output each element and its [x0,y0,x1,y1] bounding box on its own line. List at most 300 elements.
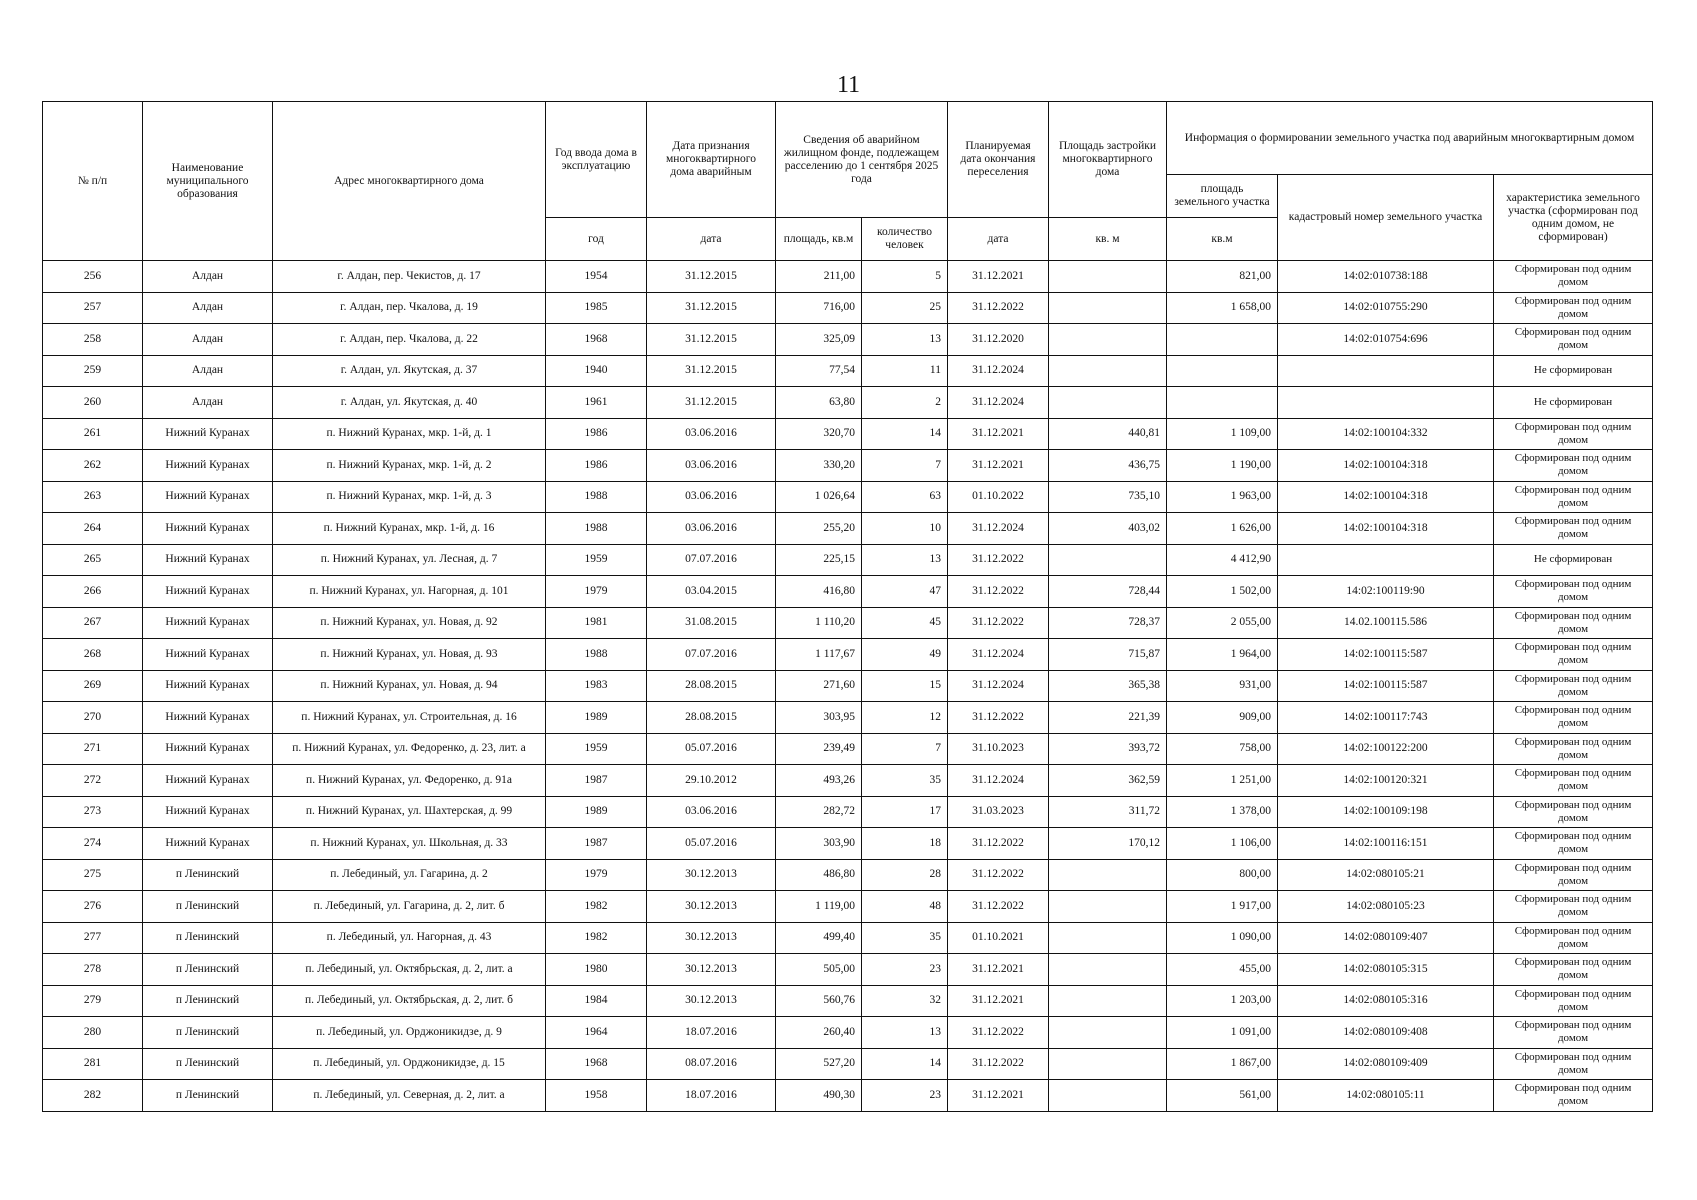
planned-date-cell: 31.12.2022 [948,1017,1049,1049]
year-cell: 1959 [546,544,647,576]
row-number: 260 [43,387,143,419]
building-area-cell [1049,891,1167,923]
land-area-cell: 1 378,00 [1167,796,1278,828]
people-cell: 25 [862,292,948,324]
cadastral-cell: 14:02:100109:198 [1278,796,1494,828]
land-status-cell: Не сформирован [1494,387,1653,419]
cadastral-cell: 14:02:100119:90 [1278,576,1494,608]
year-cell: 1985 [546,292,647,324]
land-area-cell: 1 251,00 [1167,765,1278,797]
planned-date-cell: 31.12.2024 [948,639,1049,671]
land-area-cell: 1 106,00 [1167,828,1278,860]
people-cell: 15 [862,670,948,702]
recognition-date-cell: 30.12.2013 [647,985,776,1017]
area-cell: 282,72 [776,796,862,828]
municipality-cell: Нижний Куранах [143,576,273,608]
year-cell: 1988 [546,513,647,545]
address-cell: п. Нижний Куранах, ул. Новая, д. 94 [273,670,546,702]
people-cell: 35 [862,765,948,797]
municipality-cell: Алдан [143,324,273,356]
planned-date-cell: 31.12.2022 [948,544,1049,576]
address-cell: п. Лебединый, ул. Нагорная, д. 43 [273,922,546,954]
area-cell: 211,00 [776,261,862,293]
building-area-cell: 403,02 [1049,513,1167,545]
table-row [43,418,1653,450]
table-row [43,355,1653,387]
people-cell: 35 [862,922,948,954]
year-cell: 1961 [546,387,647,419]
municipality-cell: Нижний Куранах [143,481,273,513]
building-area-cell: 715,87 [1049,639,1167,671]
people-cell: 45 [862,607,948,639]
table-row [43,859,1653,891]
land-status-cell: Сформирован под одним домом [1494,261,1653,293]
year-cell: 1982 [546,891,647,923]
cadastral-cell: 14:02:010738:188 [1278,261,1494,293]
cadastral-cell: 14:02:100116:151 [1278,828,1494,860]
cadastral-cell: 14:02:100104:332 [1278,418,1494,450]
year-cell: 1982 [546,922,647,954]
cadastral-cell: 14:02:080105:21 [1278,859,1494,891]
table-row [43,450,1653,482]
year-cell: 1986 [546,450,647,482]
header-unit-sqm-land: кв.м [1167,218,1278,261]
planned-date-cell: 31.12.2024 [948,355,1049,387]
land-area-cell: 2 055,00 [1167,607,1278,639]
municipality-cell: Нижний Куранах [143,607,273,639]
land-area-cell: 758,00 [1167,733,1278,765]
people-cell: 32 [862,985,948,1017]
land-area-cell: 1 203,00 [1167,985,1278,1017]
year-cell: 1988 [546,639,647,671]
header-recognition-date: Дата признания многоквартирного дома аварийным [647,102,776,218]
cadastral-cell: 14:02:080105:315 [1278,954,1494,986]
people-cell: 7 [862,450,948,482]
area-cell: 77,54 [776,355,862,387]
row-number: 259 [43,355,143,387]
recognition-date-cell: 18.07.2016 [647,1017,776,1049]
table-row [43,1080,1653,1112]
people-cell: 14 [862,1048,948,1080]
area-cell: 1 110,20 [776,607,862,639]
municipality-cell: Алдан [143,292,273,324]
land-status-cell: Сформирован под одним домом [1494,418,1653,450]
planned-date-cell: 31.12.2021 [948,954,1049,986]
building-area-cell [1049,1017,1167,1049]
year-cell: 1984 [546,985,647,1017]
area-cell: 716,00 [776,292,862,324]
area-cell: 1 119,00 [776,891,862,923]
municipality-cell: п Ленинский [143,1017,273,1049]
table-row [43,544,1653,576]
building-area-cell: 311,72 [1049,796,1167,828]
land-status-cell: Сформирован под одним домом [1494,292,1653,324]
building-area-cell [1049,954,1167,986]
building-area-cell: 221,39 [1049,702,1167,734]
area-cell: 225,15 [776,544,862,576]
cadastral-cell: 14:02:100104:318 [1278,481,1494,513]
address-cell: г. Алдан, ул. Якутская, д. 40 [273,387,546,419]
row-number: 281 [43,1048,143,1080]
land-status-cell: Не сформирован [1494,355,1653,387]
year-cell: 1964 [546,1017,647,1049]
municipality-cell: Нижний Куранах [143,733,273,765]
planned-date-cell: 31.12.2022 [948,702,1049,734]
recognition-date-cell: 07.07.2016 [647,544,776,576]
recognition-date-cell: 28.08.2015 [647,670,776,702]
planned-date-cell: 31.12.2020 [948,324,1049,356]
municipality-cell: п Ленинский [143,891,273,923]
people-cell: 5 [862,261,948,293]
people-cell: 48 [862,891,948,923]
row-number: 277 [43,922,143,954]
row-number: 280 [43,1017,143,1049]
table-row [43,765,1653,797]
table-row [43,954,1653,986]
table-row [43,733,1653,765]
planned-date-cell: 31.12.2024 [948,765,1049,797]
table-row [43,891,1653,923]
land-status-cell: Сформирован под одним домом [1494,481,1653,513]
municipality-cell: Алдан [143,261,273,293]
row-number: 264 [43,513,143,545]
page-number: 11 [836,72,861,98]
area-cell: 560,76 [776,985,862,1017]
header-building-area: Площадь застройки многоквартирного дома [1049,102,1167,218]
municipality-cell: п Ленинский [143,859,273,891]
cadastral-cell: 14:02:080105:11 [1278,1080,1494,1112]
address-cell: п. Нижний Куранах, мкр. 1-й, д. 1 [273,418,546,450]
recognition-date-cell: 31.12.2015 [647,355,776,387]
land-status-cell: Сформирован под одним домом [1494,639,1653,671]
people-cell: 13 [862,544,948,576]
land-status-cell: Сформирован под одним домом [1494,607,1653,639]
cadastral-cell: 14:02:080109:407 [1278,922,1494,954]
land-area-cell: 455,00 [1167,954,1278,986]
municipality-cell: Нижний Куранах [143,450,273,482]
area-cell: 63,80 [776,387,862,419]
land-area-cell: 4 412,90 [1167,544,1278,576]
land-status-cell: Сформирован под одним домом [1494,576,1653,608]
municipality-cell: Нижний Куранах [143,765,273,797]
planned-date-cell: 01.10.2022 [948,481,1049,513]
row-number: 275 [43,859,143,891]
year-cell: 1958 [546,1080,647,1112]
row-number: 268 [43,639,143,671]
municipality-cell: п Ленинский [143,1080,273,1112]
address-cell: п. Лебединый, ул. Октябрьская, д. 2, лит. а [273,954,546,986]
address-cell: г. Алдан, пер. Чкалова, д. 19 [273,292,546,324]
table-row [43,828,1653,860]
cadastral-cell: 14:02:100104:318 [1278,450,1494,482]
address-cell: п. Лебединый, ул. Октябрьская, д. 2, лит. б [273,985,546,1017]
header-emergency-fund: Сведения об аварийном жилищном фонде, подлежащем расселению до 1 сентября 2025 года [776,102,948,218]
cadastral-cell: 14.02.100115.586 [1278,607,1494,639]
land-area-cell: 1 963,00 [1167,481,1278,513]
land-status-cell: Сформирован под одним домом [1494,859,1653,891]
year-cell: 1987 [546,765,647,797]
table-row [43,796,1653,828]
area-cell: 1 117,67 [776,639,862,671]
land-status-cell: Сформирован под одним домом [1494,828,1653,860]
building-area-cell: 365,38 [1049,670,1167,702]
land-area-cell: 561,00 [1167,1080,1278,1112]
building-area-cell: 440,81 [1049,418,1167,450]
table-row [43,576,1653,608]
address-cell: п. Нижний Куранах, ул. Шахтерская, д. 99 [273,796,546,828]
table-row [43,481,1653,513]
table-row [43,639,1653,671]
planned-date-cell: 31.12.2022 [948,1048,1049,1080]
land-status-cell: Сформирован под одним домом [1494,891,1653,923]
area-cell: 260,40 [776,1017,862,1049]
planned-date-cell: 01.10.2021 [948,922,1049,954]
row-number: 269 [43,670,143,702]
land-area-cell: 909,00 [1167,702,1278,734]
people-cell: 23 [862,954,948,986]
recognition-date-cell: 31.12.2015 [647,387,776,419]
building-area-cell [1049,1080,1167,1112]
land-status-cell: Сформирован под одним домом [1494,922,1653,954]
land-area-cell: 800,00 [1167,859,1278,891]
address-cell: п. Нижний Куранах, ул. Строительная, д. 16 [273,702,546,734]
address-cell: г. Алдан, пер. Чекистов, д. 17 [273,261,546,293]
municipality-cell: Нижний Куранах [143,639,273,671]
cadastral-cell: 14:02:080105:316 [1278,985,1494,1017]
header-unit-date: дата [647,218,776,261]
people-cell: 13 [862,324,948,356]
planned-date-cell: 31.10.2023 [948,733,1049,765]
recognition-date-cell: 30.12.2013 [647,954,776,986]
recognition-date-cell: 29.10.2012 [647,765,776,797]
header-unit-year: год [546,218,647,261]
recognition-date-cell: 28.08.2015 [647,702,776,734]
year-cell: 1980 [546,954,647,986]
table-row [43,670,1653,702]
year-cell: 1968 [546,1048,647,1080]
municipality-cell: п Ленинский [143,1048,273,1080]
building-area-cell [1049,859,1167,891]
row-number: 276 [43,891,143,923]
land-area-cell: 1 867,00 [1167,1048,1278,1080]
table-row [43,702,1653,734]
building-area-cell [1049,1048,1167,1080]
municipality-cell: Нижний Куранах [143,796,273,828]
address-cell: п. Нижний Куранах, ул. Нагорная, д. 101 [273,576,546,608]
address-cell: п. Нижний Куранах, ул. Новая, д. 93 [273,639,546,671]
cadastral-cell [1278,387,1494,419]
area-cell: 320,70 [776,418,862,450]
people-cell: 17 [862,796,948,828]
people-cell: 12 [862,702,948,734]
row-number: 270 [43,702,143,734]
recognition-date-cell: 03.06.2016 [647,481,776,513]
land-status-cell: Сформирован под одним домом [1494,702,1653,734]
land-status-cell: Сформирован под одним домом [1494,1048,1653,1080]
row-number: 271 [43,733,143,765]
land-area-cell: 931,00 [1167,670,1278,702]
building-area-cell: 436,75 [1049,450,1167,482]
building-area-cell [1049,355,1167,387]
header-year-built: Год ввода дома в эксплуатацию [546,102,647,218]
municipality-cell: Алдан [143,387,273,419]
planned-date-cell: 31.12.2021 [948,1080,1049,1112]
cadastral-cell: 14:02:010755:290 [1278,292,1494,324]
cadastral-cell: 14:02:100104:318 [1278,513,1494,545]
year-cell: 1979 [546,576,647,608]
row-number: 266 [43,576,143,608]
municipality-cell: Нижний Куранах [143,513,273,545]
header-land-area: площадь земельного участка [1167,175,1278,218]
municipality-cell: п Ленинский [143,954,273,986]
land-area-cell: 1 502,00 [1167,576,1278,608]
municipality-cell: Нижний Куранах [143,702,273,734]
recognition-date-cell: 30.12.2013 [647,891,776,923]
land-area-cell [1167,324,1278,356]
year-cell: 1981 [546,607,647,639]
table-row [43,261,1653,293]
table-row [43,292,1653,324]
row-number: 261 [43,418,143,450]
recognition-date-cell: 03.06.2016 [647,513,776,545]
land-status-cell: Не сформирован [1494,544,1653,576]
building-area-cell: 735,10 [1049,481,1167,513]
address-cell: п. Лебединый, ул. Орджоникидзе, д. 15 [273,1048,546,1080]
municipality-cell: Алдан [143,355,273,387]
people-cell: 2 [862,387,948,419]
people-cell: 18 [862,828,948,860]
land-area-cell [1167,387,1278,419]
land-status-cell: Сформирован под одним домом [1494,1080,1653,1112]
planned-date-cell: 31.12.2022 [948,607,1049,639]
planned-date-cell: 31.12.2024 [948,670,1049,702]
land-area-cell: 1 109,00 [1167,418,1278,450]
address-cell: п. Нижний Куранах, ул. Федоренко, д. 91а [273,765,546,797]
land-status-cell: Сформирован под одним домом [1494,985,1653,1017]
land-status-cell: Сформирован под одним домом [1494,733,1653,765]
area-cell: 330,20 [776,450,862,482]
year-cell: 1954 [546,261,647,293]
people-cell: 63 [862,481,948,513]
planned-date-cell: 31.12.2021 [948,418,1049,450]
area-cell: 255,20 [776,513,862,545]
header-land-char: характеристика земельного участка (сформирован под одним домом, не сформирован) [1494,175,1653,261]
planned-date-cell: 31.12.2021 [948,985,1049,1017]
address-cell: п. Лебединый, ул. Орджоникидзе, д. 9 [273,1017,546,1049]
row-number: 265 [43,544,143,576]
building-area-cell: 393,72 [1049,733,1167,765]
address-cell: п. Нижний Куранах, мкр. 1-й, д. 3 [273,481,546,513]
area-cell: 303,90 [776,828,862,860]
land-status-cell: Сформирован под одним домом [1494,765,1653,797]
address-cell: п. Нижний Куранах, мкр. 1-й, д. 16 [273,513,546,545]
recognition-date-cell: 03.06.2016 [647,796,776,828]
header-land-info: Информация о формировании земельного участка под аварийным многоквартирным домом [1167,102,1653,175]
people-cell: 7 [862,733,948,765]
area-cell: 1 026,64 [776,481,862,513]
header-num: № п/п [43,102,143,261]
land-status-cell: Сформирован под одним домом [1494,796,1653,828]
municipality-cell: Нижний Куранах [143,544,273,576]
land-status-cell: Сформирован под одним домом [1494,324,1653,356]
address-cell: п. Лебединый, ул. Гагарина, д. 2, лит. б [273,891,546,923]
area-cell: 416,80 [776,576,862,608]
area-cell: 486,80 [776,859,862,891]
building-area-cell [1049,261,1167,293]
row-number: 272 [43,765,143,797]
address-cell: п. Нижний Куранах, мкр. 1-й, д. 2 [273,450,546,482]
building-area-cell [1049,922,1167,954]
header-unit-sqm: кв. м [1049,218,1167,261]
area-cell: 499,40 [776,922,862,954]
recognition-date-cell: 30.12.2013 [647,922,776,954]
land-area-cell: 821,00 [1167,261,1278,293]
address-cell: п. Нижний Куранах, ул. Школьная, д. 33 [273,828,546,860]
table-row [43,922,1653,954]
header-unit-people: количество человек [862,218,948,261]
land-status-cell: Сформирован под одним домом [1494,1017,1653,1049]
area-cell: 303,95 [776,702,862,734]
row-number: 258 [43,324,143,356]
building-area-cell [1049,544,1167,576]
cadastral-cell: 14:02:100120:321 [1278,765,1494,797]
year-cell: 1989 [546,796,647,828]
address-cell: п. Нижний Куранах, ул. Новая, д. 92 [273,607,546,639]
header-unit-date-plan: дата [948,218,1049,261]
recognition-date-cell: 31.12.2015 [647,324,776,356]
planned-date-cell: 31.12.2022 [948,891,1049,923]
cadastral-cell [1278,544,1494,576]
land-area-cell: 1 091,00 [1167,1017,1278,1049]
land-status-cell: Сформирован под одним домом [1494,513,1653,545]
year-cell: 1968 [546,324,647,356]
planned-date-cell: 31.12.2022 [948,576,1049,608]
people-cell: 10 [862,513,948,545]
address-cell: п. Нижний Куранах, ул. Лесная, д. 7 [273,544,546,576]
municipality-cell: Нижний Куранах [143,828,273,860]
row-number: 262 [43,450,143,482]
people-cell: 47 [862,576,948,608]
people-cell: 13 [862,1017,948,1049]
recognition-date-cell: 31.12.2015 [647,261,776,293]
row-number: 263 [43,481,143,513]
cadastral-cell: 14:02:080109:408 [1278,1017,1494,1049]
header-municipality: Наименование муниципального образования [143,102,273,261]
header-address: Адрес многоквартирного дома [273,102,546,261]
table-row [43,324,1653,356]
cadastral-cell: 14:02:010754:696 [1278,324,1494,356]
building-area-cell [1049,985,1167,1017]
header-unit-area: площадь, кв.м [776,218,862,261]
land-area-cell: 1 626,00 [1167,513,1278,545]
row-number: 282 [43,1080,143,1112]
address-cell: г. Алдан, ул. Якутская, д. 37 [273,355,546,387]
cadastral-cell: 14:02:100115:587 [1278,639,1494,671]
land-area-cell: 1 090,00 [1167,922,1278,954]
planned-date-cell: 31.12.2021 [948,450,1049,482]
planned-date-cell: 31.12.2022 [948,292,1049,324]
area-cell: 490,30 [776,1080,862,1112]
municipality-cell: Нижний Куранах [143,418,273,450]
row-number: 256 [43,261,143,293]
area-cell: 493,26 [776,765,862,797]
header-cadastral: кадастровый номер земельного участка [1278,175,1494,261]
municipality-cell: п Ленинский [143,922,273,954]
row-number: 279 [43,985,143,1017]
row-number: 267 [43,607,143,639]
cadastral-cell: 14:02:080105:23 [1278,891,1494,923]
year-cell: 1986 [546,418,647,450]
